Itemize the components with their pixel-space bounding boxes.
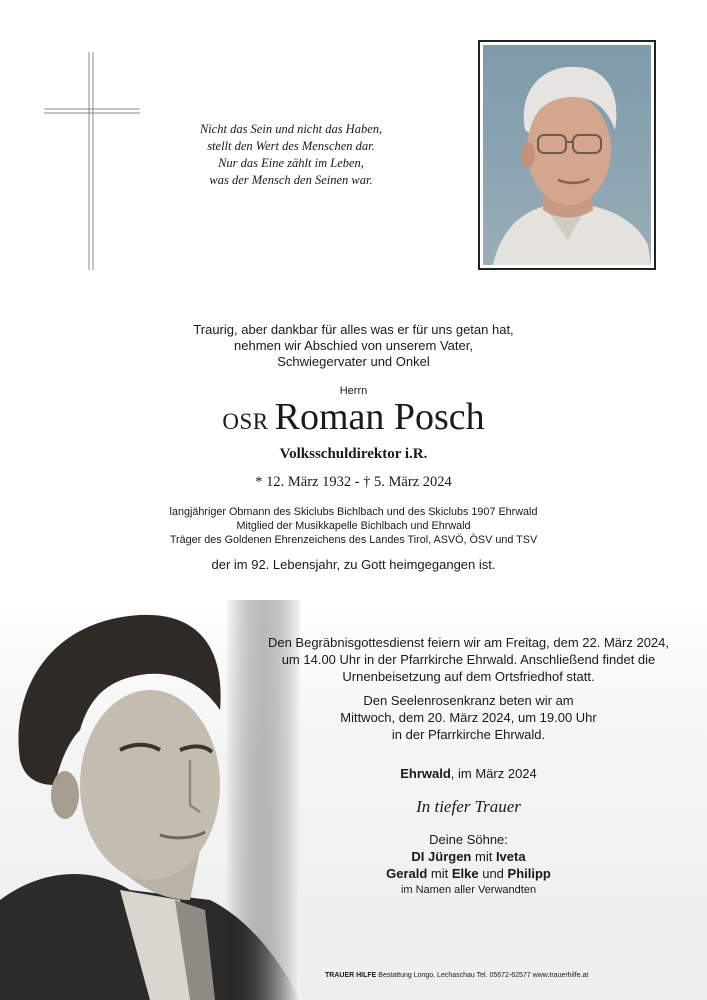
grandchild-name: Philipp bbox=[507, 866, 551, 881]
poem-line: Nur das Eine zählt im Leben, bbox=[218, 156, 364, 170]
funeral-line: Den Begräbnisgottesdienst feiern wir am Freitag, dem 22. März 2024, bbox=[267, 635, 670, 650]
partner-name: Elke bbox=[451, 866, 479, 881]
place-date bbox=[250, 766, 687, 781]
son-name: Gerald bbox=[386, 866, 428, 881]
poem-line: Nicht das Sein und nicht das Haben, bbox=[199, 122, 383, 136]
rosary-line: Mittwoch, dem 20. März 2024, um 19.00 Uhr bbox=[340, 710, 597, 725]
connector: mit bbox=[427, 866, 452, 881]
intro-text bbox=[0, 322, 707, 370]
poem-line: was der Mensch den Seinen war. bbox=[209, 173, 373, 187]
deceased-name bbox=[0, 394, 707, 445]
name-prefix: OSR bbox=[222, 409, 269, 434]
portrait-frame bbox=[478, 40, 656, 270]
son-name: DI Jürgen bbox=[411, 849, 472, 864]
place-town: Ehrwald bbox=[400, 766, 451, 781]
rosary-info bbox=[250, 692, 687, 743]
age-line: der im 92. Lebensjahr, zu Gott heimgegangen ist. bbox=[211, 557, 496, 572]
life-dates: * 12. März 1932 - † 5. März 2024 bbox=[255, 474, 452, 490]
honors-list bbox=[0, 505, 707, 547]
intro-line: nehmen wir Abschied von unserem Vater, bbox=[234, 338, 473, 353]
salutation: Herrn bbox=[339, 385, 368, 397]
sons-line-2 bbox=[250, 866, 687, 881]
place-date-text: , im März 2024 bbox=[450, 766, 537, 781]
cross-icon bbox=[40, 48, 144, 274]
funeral-line: Urnenbeisetzung auf dem Ortsfriedhof statt. bbox=[342, 669, 595, 684]
honor-line: langjähriger Obmann des Skiclubs Bichlbach und des Skiclubs 1907 Ehrwald bbox=[169, 506, 538, 518]
honor-line: Träger des Goldenen Ehrenzeichens des Landes Tirol, ASVÖ, ÖSV und TSV bbox=[169, 534, 538, 546]
deceased-position: Volksschuldirektor i.R. bbox=[279, 446, 428, 462]
honor-line: Mitglied der Musikkapelle Bichlbach und Ehrwald bbox=[236, 520, 471, 532]
connector: mit bbox=[471, 849, 496, 864]
intro-line: Traurig, aber dankbar für alles was er für uns getan hat, bbox=[193, 322, 514, 337]
mourning-heading: In tiefer Trauer bbox=[416, 797, 521, 816]
relatives-line: im Namen aller Verwandten bbox=[400, 884, 537, 896]
partner-name: Iveta bbox=[495, 849, 526, 864]
footer-text: Bestattung Longo, Lechaschau Tel. 05672-62577 www.trauerhilfe.at bbox=[376, 972, 589, 979]
rosary-line: in der Pfarrkirche Ehrwald. bbox=[391, 727, 546, 742]
name-text: Roman Posch bbox=[274, 396, 485, 438]
intro-line: Schwiegervater und Onkel bbox=[277, 354, 430, 369]
memorial-poem bbox=[186, 121, 396, 189]
rosary-line: Den Seelenrosenkranz beten wir am bbox=[363, 693, 574, 708]
poem-line: stellt den Wert des Menschen dar. bbox=[207, 139, 375, 153]
funeral-line: um 14.00 Uhr in der Pfarrkirche Ehrwald. Anschließend findet die bbox=[281, 652, 656, 667]
footer-brand: TRAUER HILFE bbox=[325, 972, 377, 979]
sons-line-1 bbox=[250, 849, 687, 864]
sons-heading: Deine Söhne: bbox=[429, 832, 508, 847]
portrait-photo bbox=[483, 45, 651, 265]
footer-credit bbox=[325, 972, 588, 979]
connector: und bbox=[478, 866, 508, 881]
funeral-info bbox=[250, 634, 687, 685]
